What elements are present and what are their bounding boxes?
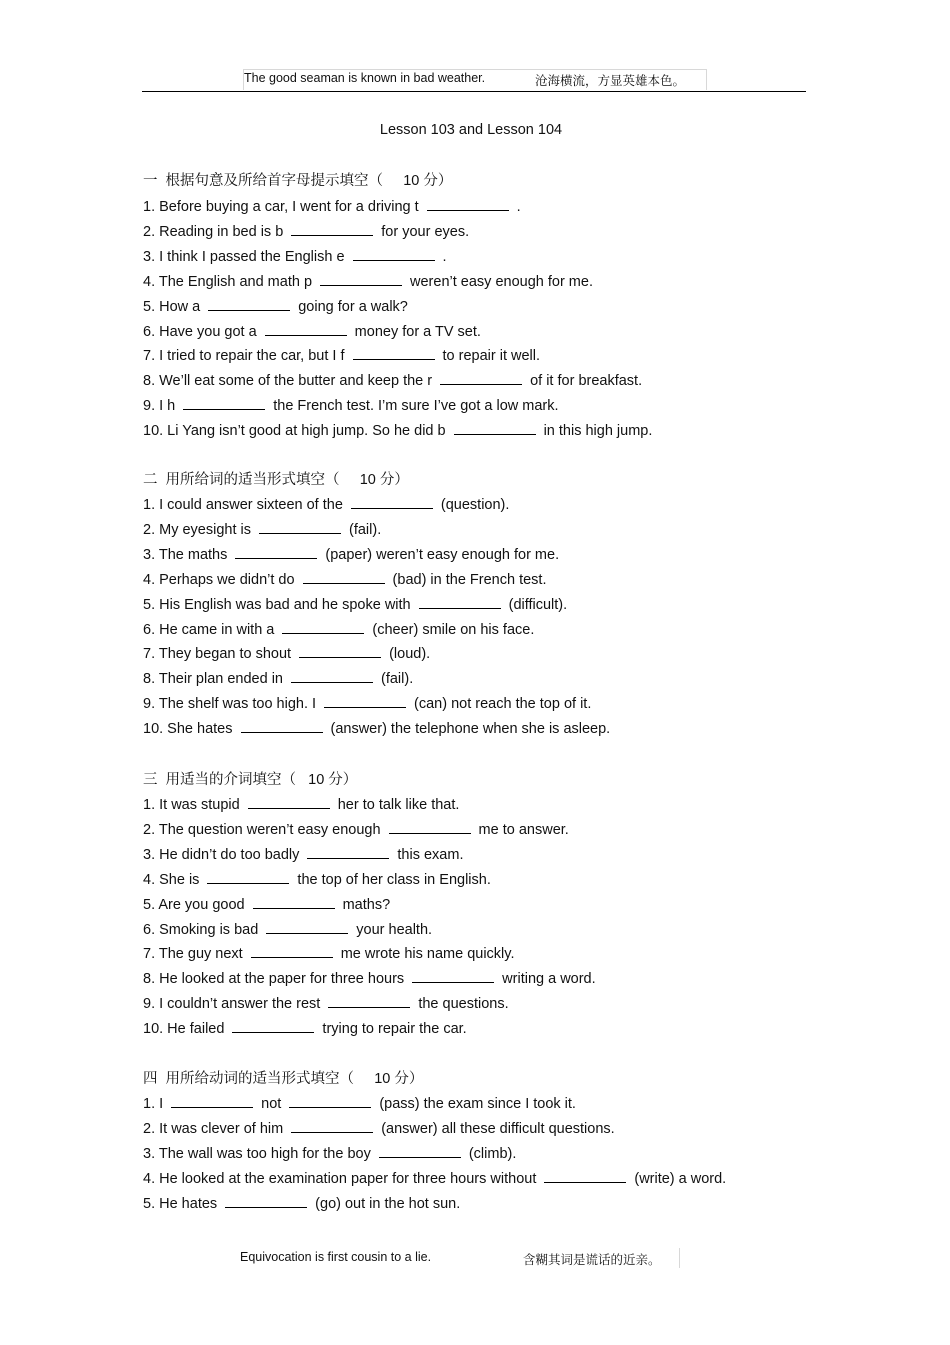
item-text: in this high jump. <box>543 423 653 440</box>
item-text: to repair it well. <box>442 348 541 365</box>
exercise-item <box>143 322 481 342</box>
exercise-item <box>143 396 559 416</box>
item-text: 7. I tried to repair the car, but I f <box>143 348 345 365</box>
item-text: me to answer. <box>478 821 569 838</box>
footer-quote-cn: 含糊其词是谎话的近亲。 <box>523 1253 661 1267</box>
item-text: 1. Before buying a car, I went for a driving t <box>143 199 419 215</box>
item-text: the French test. I’m sure I’ve got a low mark. <box>273 398 559 415</box>
exercise-item <box>143 795 459 815</box>
item-text: (write) a word. <box>634 1170 727 1187</box>
exercise-item <box>143 820 569 840</box>
answer-blank[interactable] <box>259 521 341 534</box>
item-text: (pass) the exam since I took it. <box>379 1096 576 1112</box>
item-text: 3. I think I passed the English e <box>143 248 345 265</box>
answer-blank[interactable] <box>241 720 323 733</box>
item-text: 3. The wall was too high for the boy <box>143 1145 371 1162</box>
exercise-item <box>143 520 381 540</box>
exercise-item <box>143 421 652 441</box>
exercise-item <box>143 719 610 739</box>
answer-blank[interactable] <box>289 1095 371 1108</box>
exercise-item <box>143 197 521 217</box>
item-text: (cheer) smile on his face. <box>372 621 535 638</box>
answer-blank[interactable] <box>291 1120 373 1133</box>
item-text: 6. Have you got a <box>143 323 257 340</box>
item-text: money for a TV set. <box>354 323 481 340</box>
item-text: 7. They began to shout <box>143 646 292 663</box>
answer-blank[interactable] <box>291 223 373 236</box>
header-quote-en: The good seaman is known in bad weather. <box>244 71 486 85</box>
item-text: 10. Li Yang isn’t good at high jump. So he did b <box>143 423 446 440</box>
item-text: 4. Perhaps we didn’t do <box>143 571 295 588</box>
item-text: her to talk like that. <box>337 797 460 813</box>
item-text: 8. He looked at the paper for three hours <box>143 971 405 988</box>
exercise-item <box>143 694 591 714</box>
item-text: (go) out in the hot sun. <box>315 1195 461 1212</box>
exercise-item <box>143 944 514 964</box>
answer-blank[interactable] <box>235 546 317 559</box>
exercise-item <box>143 1194 460 1214</box>
item-text: 3. He didn’t do too badly <box>143 846 300 863</box>
answer-blank[interactable] <box>328 995 410 1008</box>
answer-blank[interactable] <box>299 645 381 658</box>
footer-divider <box>679 1248 680 1268</box>
item-text: (loud). <box>389 646 431 663</box>
item-text: . <box>442 248 447 265</box>
item-text: 9. I h <box>143 398 176 415</box>
item-text: (answer) the telephone when she is asleep. <box>330 721 611 738</box>
answer-blank[interactable] <box>427 198 509 211</box>
item-text: (paper) weren’t easy enough for me. <box>325 546 560 563</box>
item-text: 2. Reading in bed is b <box>143 223 284 240</box>
exercise-item <box>143 669 413 689</box>
exercise-item <box>143 870 491 890</box>
answer-blank[interactable] <box>353 248 435 261</box>
item-text: (can) not reach the top of it. <box>414 696 592 713</box>
exercise-item <box>143 969 596 989</box>
exercise-item <box>143 297 408 317</box>
item-text: trying to repair the car. <box>322 1021 467 1038</box>
exercise-item <box>143 1119 615 1139</box>
item-text: 5. Are you good <box>143 896 245 913</box>
exercise-item <box>143 895 390 915</box>
item-text: 2. It was clever of him <box>143 1120 284 1137</box>
item-text: 10. She hates <box>143 721 233 738</box>
item-text: 4. She is <box>143 871 200 888</box>
answer-blank[interactable] <box>454 422 536 435</box>
exercise-item <box>143 644 430 664</box>
answer-blank[interactable] <box>282 621 364 634</box>
exercise-item <box>143 222 469 242</box>
exercise-item <box>143 272 593 292</box>
answer-blank[interactable] <box>379 1145 461 1158</box>
section-heading: 四 用所给动词的适当形式填空（ 10 分） <box>143 1071 424 1087</box>
answer-blank[interactable] <box>351 496 433 509</box>
item-text: 1. I could answer sixteen of the <box>143 497 343 513</box>
answer-blank[interactable] <box>232 1020 314 1033</box>
section-heading: 一 根据句意及所给首字母提示填空（ 10 分） <box>143 173 453 189</box>
header-quote-cn: 沧海横流，方显英雄本色。 <box>535 74 686 88</box>
item-text: 5. How a <box>143 298 201 315</box>
item-text: 9. The shelf was too high. I <box>143 696 317 713</box>
section-heading: 二 用所给词的适当形式填空（ 10 分） <box>143 472 409 488</box>
page-title: Lesson 103 and Lesson 104 <box>379 122 563 138</box>
item-text: (fail). <box>381 671 414 688</box>
item-text: not <box>261 1096 282 1112</box>
exercise-item <box>143 570 546 590</box>
exercise-item <box>143 595 567 615</box>
item-text: 7. The guy next <box>143 946 243 963</box>
item-text: the questions. <box>418 996 509 1013</box>
answer-blank[interactable] <box>440 372 522 385</box>
item-text: (climb). <box>468 1145 517 1162</box>
item-text: 1. It was stupid <box>143 797 240 813</box>
item-text: (bad) in the French test. <box>392 571 547 588</box>
answer-blank[interactable] <box>307 846 389 859</box>
item-text: 9. I couldn’t answer the rest <box>143 996 321 1013</box>
answer-blank[interactable] <box>419 596 501 609</box>
exercise-item <box>143 371 642 391</box>
item-text: (question). <box>440 497 510 513</box>
item-text: 2. My eyesight is <box>143 521 251 538</box>
exercise-item <box>143 1169 726 1189</box>
answer-blank[interactable] <box>207 871 289 884</box>
exercise-item <box>143 994 509 1014</box>
exercise-item <box>143 495 509 515</box>
answer-blank[interactable] <box>225 1195 307 1208</box>
item-text: 8. We’ll eat some of the butter and keep the r <box>143 373 433 390</box>
answer-blank[interactable] <box>353 347 435 360</box>
item-text: 6. Smoking is bad <box>143 921 259 938</box>
answer-blank[interactable] <box>253 896 335 909</box>
exercise-item <box>143 1019 467 1039</box>
exercise-item <box>143 1144 516 1164</box>
exercise-item <box>143 620 534 640</box>
item-text: writing a word. <box>502 971 596 988</box>
answer-blank[interactable] <box>324 695 406 708</box>
item-text: of it for breakfast. <box>530 373 643 390</box>
answer-blank[interactable] <box>303 571 385 584</box>
item-text: me wrote his name quickly. <box>340 946 515 963</box>
item-text: for your eyes. <box>381 223 470 240</box>
item-text: 5. His English was bad and he spoke with <box>143 596 411 613</box>
answer-blank[interactable] <box>412 970 494 983</box>
exercise-item <box>143 545 559 565</box>
answer-blank[interactable] <box>389 821 471 834</box>
item-text: (fail). <box>349 521 382 538</box>
answer-blank[interactable] <box>320 273 402 286</box>
item-text: going for a walk? <box>298 298 408 315</box>
exercise-item <box>143 1094 576 1114</box>
answer-blank[interactable] <box>183 397 265 410</box>
item-text: the top of her class in English. <box>297 871 491 888</box>
item-text: . <box>516 199 521 215</box>
item-text: 2. The question weren’t easy enough <box>143 821 381 838</box>
exercise-item <box>143 920 432 940</box>
footer-quote-en: Equivocation is first cousin to a lie. <box>240 1250 432 1264</box>
answer-blank[interactable] <box>171 1095 253 1108</box>
item-text: 6. He came in with a <box>143 621 275 638</box>
item-text: 1. I <box>143 1096 164 1112</box>
item-text: (difficult). <box>508 596 568 613</box>
item-text: 5. He hates <box>143 1195 218 1212</box>
item-text: your health. <box>356 921 433 938</box>
item-text: 8. Their plan ended in <box>143 671 284 688</box>
section-heading: 三 用适当的介词填空（ 10 分） <box>143 772 358 788</box>
exercise-item <box>143 346 540 366</box>
item-text: 10. He failed <box>143 1021 225 1038</box>
item-text: maths? <box>342 896 391 913</box>
item-text: 4. He looked at the examination paper for three hours without <box>143 1170 537 1187</box>
item-text: this exam. <box>397 846 464 863</box>
page-header <box>243 69 707 90</box>
exercise-item <box>143 845 463 865</box>
answer-blank[interactable] <box>248 796 330 809</box>
answer-blank[interactable] <box>251 945 333 958</box>
item-text: weren’t easy enough for me. <box>410 273 593 290</box>
item-text: 4. The English and math p <box>143 273 313 290</box>
item-text: 3. The maths <box>143 546 228 563</box>
answer-blank[interactable] <box>208 298 290 311</box>
answer-blank[interactable] <box>266 921 348 934</box>
answer-blank[interactable] <box>265 323 347 336</box>
answer-blank[interactable] <box>291 670 373 683</box>
exercise-item <box>143 247 447 267</box>
item-text: (answer) all these difficult questions. <box>381 1120 615 1137</box>
header-divider <box>142 91 806 92</box>
answer-blank[interactable] <box>544 1170 626 1183</box>
